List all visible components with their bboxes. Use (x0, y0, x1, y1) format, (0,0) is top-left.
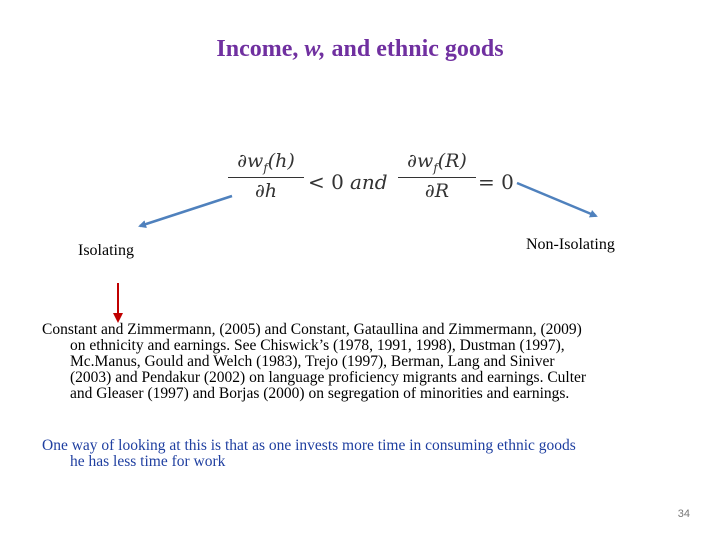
label-isolating: Isolating (78, 242, 134, 259)
fraction-1-denominator: ∂h (254, 180, 278, 203)
arrow-to-isolating (140, 196, 232, 226)
title-part1: Income, (216, 36, 305, 62)
title-part3: and ethnic goods (325, 36, 504, 62)
conjunction-and: and (350, 170, 388, 194)
literature-line: Mc.Manus, Gould and Welch (1983), Trejo (1997), Berman, Lang and Siniver (70, 353, 555, 370)
label-non-isolating: Non-Isolating (526, 236, 615, 253)
literature-line: on ethnicity and earnings. See Chiswick’s (1978, 1991, 1998), Dustman (1997), (70, 337, 565, 354)
conclusion-line: he has less time for work (70, 453, 226, 470)
literature-line: and Gleaser (1997) and Borjas (2000) on segregation of minorities and earnings. (70, 385, 570, 402)
fraction-1-numerator: $\partial w_f(h)$ (237, 150, 295, 175)
conclusion-line: One way of looking at this is that as one invests more time in consuming ethnic goods (42, 437, 576, 454)
page-number: 34 (677, 508, 690, 520)
literature-line: (2003) and Pendakur (2002) on language proficiency migrants and earnings. Culter (70, 369, 587, 386)
arrow-to-non-isolating (517, 183, 596, 216)
literature-line: Constant and Zimmermann, (2005) and Constant, Gataullina and Zimmermann, (2009) (42, 321, 582, 338)
conclusion-paragraph (42, 438, 576, 470)
relation-equals-zero: = 0 (478, 170, 514, 194)
title-part2: w, (304, 36, 326, 62)
fraction-2-denominator: ∂R (424, 180, 450, 203)
relation-less-than-zero: < 0 (308, 170, 344, 194)
literature-paragraph (42, 322, 586, 402)
fraction-2-numerator: $\partial w_f(R)$ (407, 150, 467, 175)
